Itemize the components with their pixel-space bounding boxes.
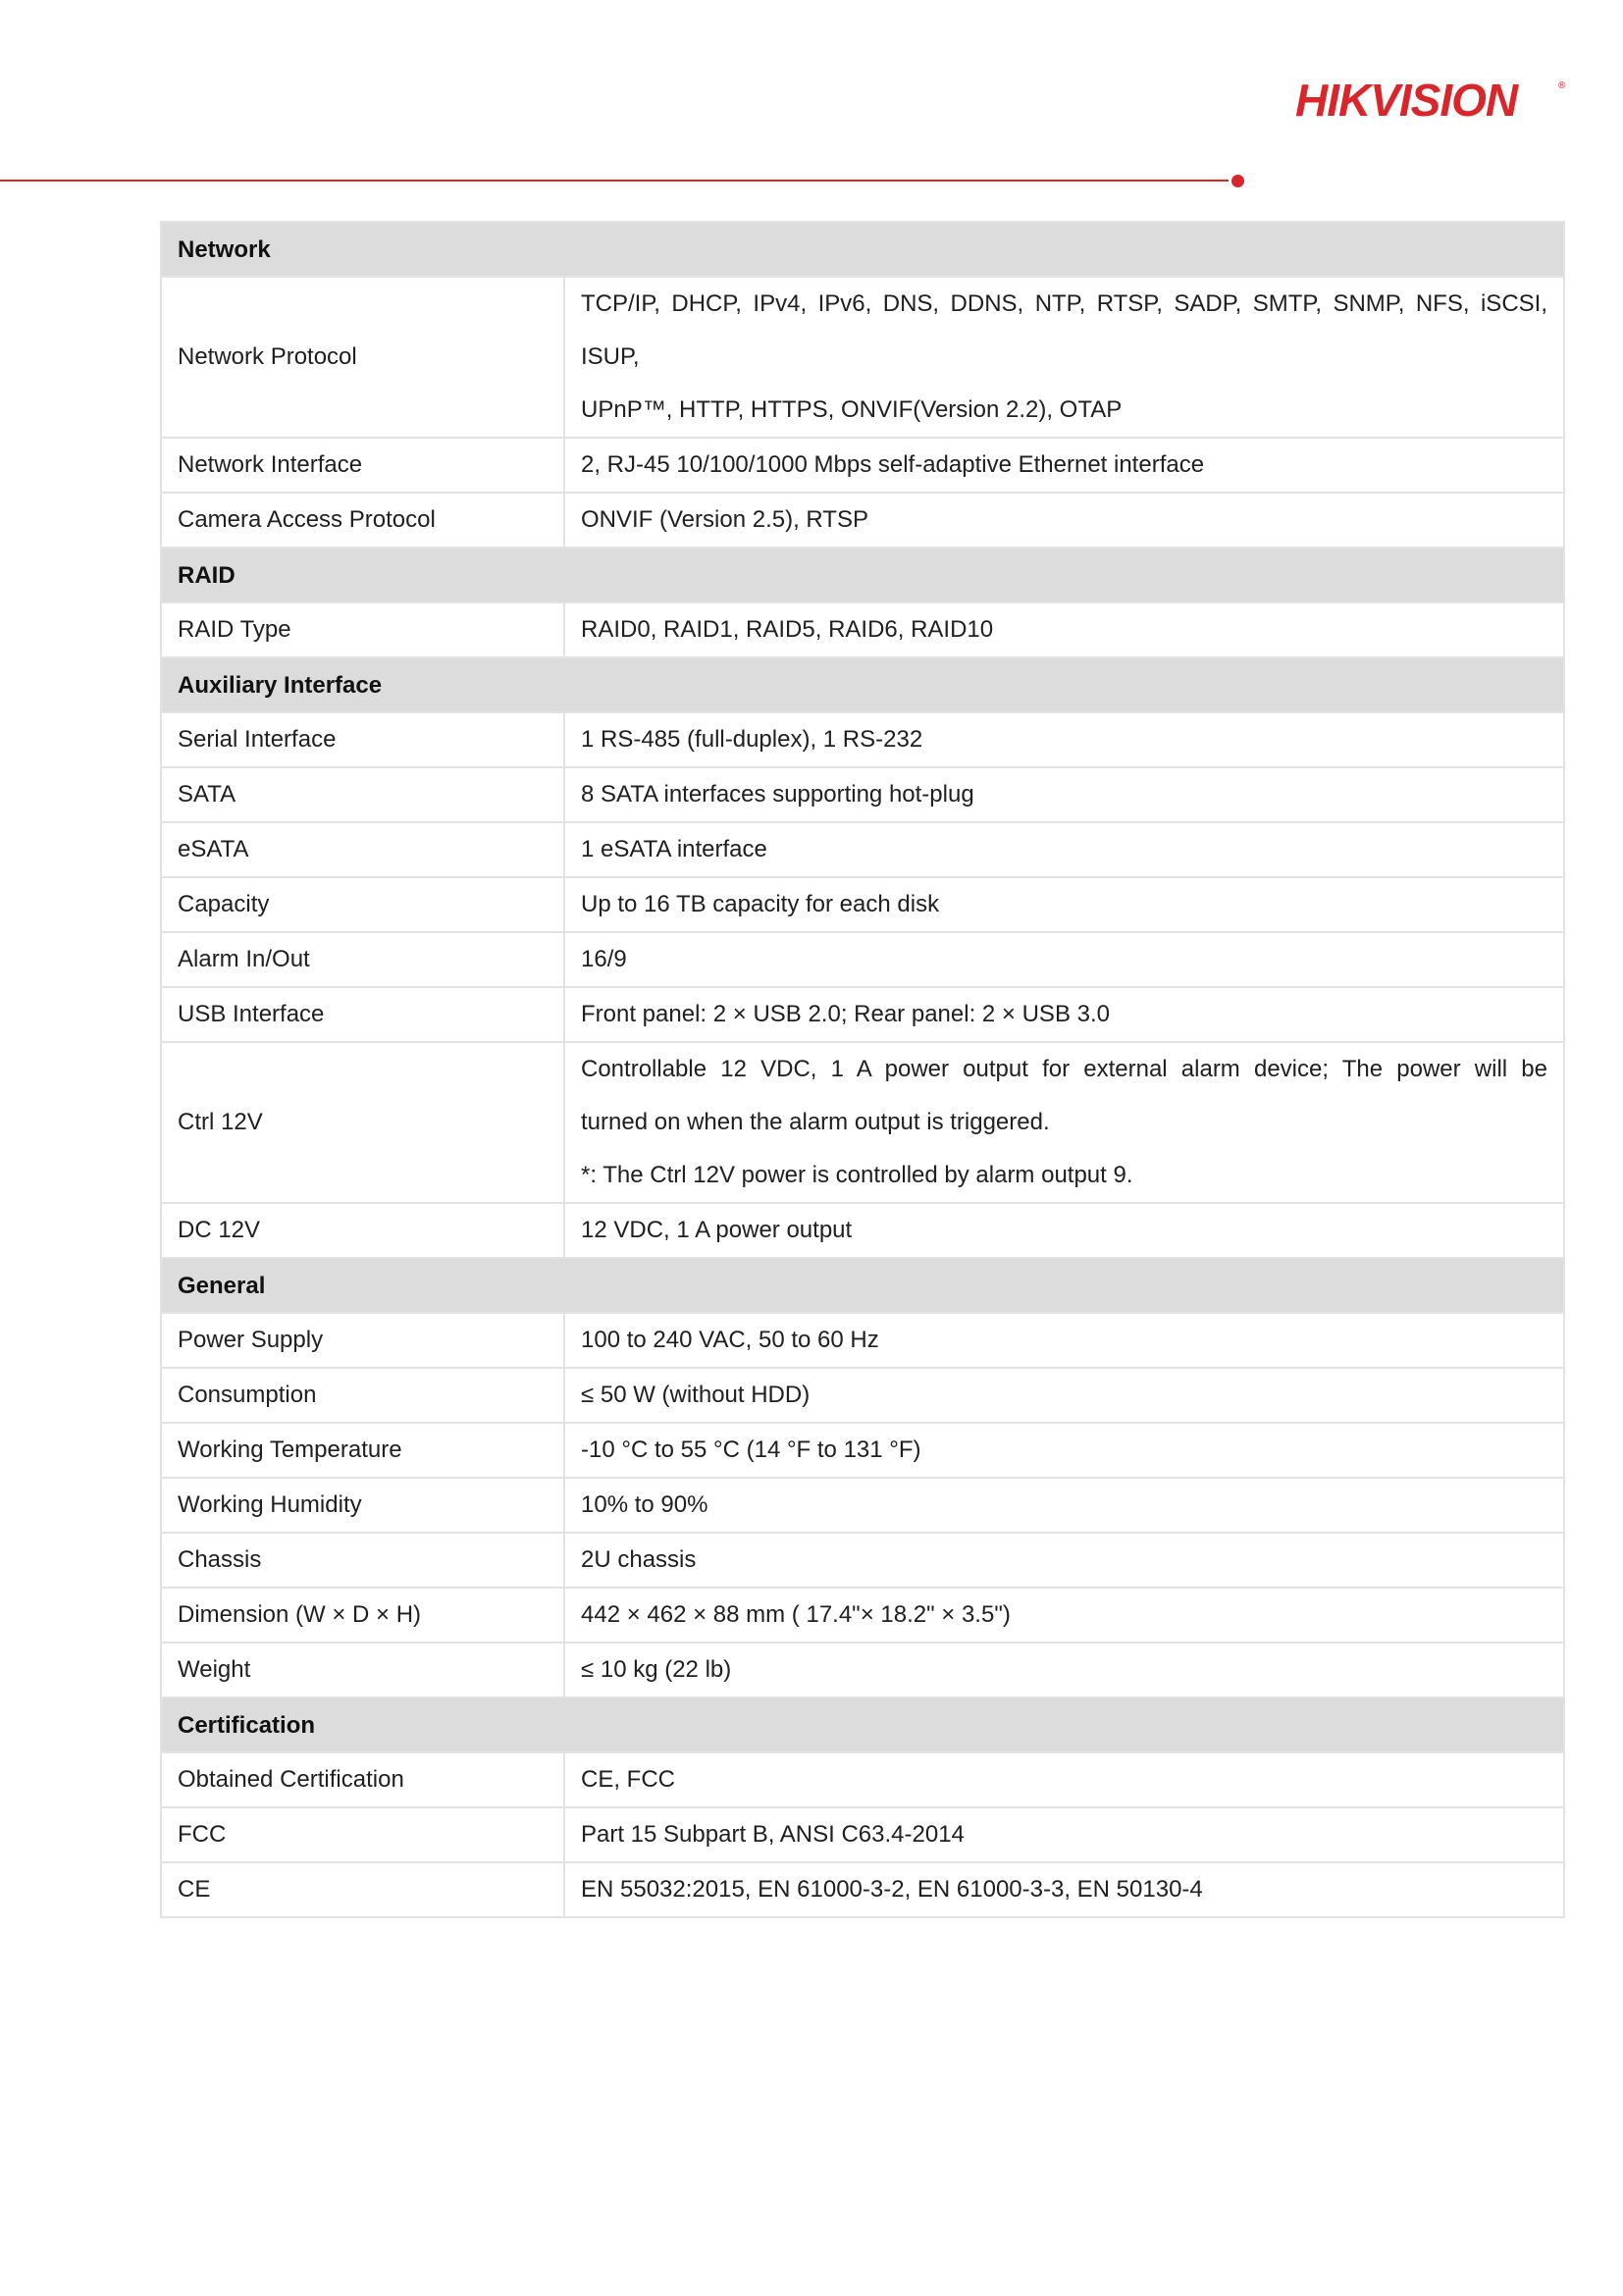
header-rule-dot [1231, 175, 1244, 187]
spec-value-line: TCP/IP, DHCP, IPv4, IPv6, DNS, DDNS, NTP, RTSP, SADP, SMTP, SNMP, NFS, iSCSI, ISUP, [581, 290, 1547, 370]
spec-value [564, 277, 1564, 438]
hikvision-logo [1293, 75, 1570, 124]
spec-value: 1 eSATA interface [564, 822, 1564, 877]
spec-value: 442 × 462 × 88 mm ( 17.4"× 18.2" × 3.5") [564, 1588, 1564, 1643]
spec-row [161, 602, 1564, 657]
spec-value: ONVIF (Version 2.5), RTSP [564, 493, 1564, 548]
section-header [161, 657, 1564, 712]
spec-label: Working Temperature [161, 1423, 564, 1478]
section-header [161, 1258, 1564, 1313]
spec-value: ≤ 10 kg (22 lb) [564, 1643, 1564, 1697]
spec-label: Working Humidity [161, 1478, 564, 1533]
spec-label: Weight [161, 1643, 564, 1697]
section-title: Certification [161, 1697, 1564, 1752]
spec-row [161, 1368, 1564, 1423]
spec-value: -10 °C to 55 °C (14 °F to 131 °F) [564, 1423, 1564, 1478]
spec-value: Part 15 Subpart B, ANSI C63.4-2014 [564, 1807, 1564, 1862]
spec-row [161, 493, 1564, 548]
spec-label: Chassis [161, 1533, 564, 1588]
spec-row [161, 987, 1564, 1042]
spec-label: Serial Interface [161, 712, 564, 767]
spec-row [161, 1588, 1564, 1643]
spec-label: DC 12V [161, 1203, 564, 1258]
section-title: Network [161, 222, 1564, 277]
spec-row [161, 1752, 1564, 1807]
spec-value: 16/9 [564, 932, 1564, 987]
spec-row [161, 1042, 1564, 1203]
spec-label: Network Protocol [161, 277, 564, 438]
spec-value: Up to 16 TB capacity for each disk [564, 877, 1564, 932]
spec-row [161, 1533, 1564, 1588]
spec-label: Network Interface [161, 438, 564, 493]
spec-value-line: turned on when the alarm output is triggered. [581, 1109, 1050, 1135]
spec-row [161, 767, 1564, 822]
spec-value: RAID0, RAID1, RAID5, RAID6, RAID10 [564, 602, 1564, 657]
spec-value: 100 to 240 VAC, 50 to 60 Hz [564, 1313, 1564, 1368]
spec-row [161, 712, 1564, 767]
spec-label: RAID Type [161, 602, 564, 657]
spec-row [161, 1478, 1564, 1533]
section-header [161, 1697, 1564, 1752]
logo-wordmark: HIKVISION [1295, 75, 1518, 124]
spec-value: 2, RJ-45 10/100/1000 Mbps self-adaptive Ethernet interface [564, 438, 1564, 493]
section-header [161, 548, 1564, 602]
spec-value: EN 55032:2015, EN 61000-3-2, EN 61000-3-3, EN 50130-4 [564, 1862, 1564, 1917]
spec-row [161, 438, 1564, 493]
spec-row [161, 1203, 1564, 1258]
spec-row [161, 877, 1564, 932]
spec-value: 12 VDC, 1 A power output [564, 1203, 1564, 1258]
spec-row [161, 277, 1564, 438]
spec-row [161, 822, 1564, 877]
spec-label: CE [161, 1862, 564, 1917]
section-header [161, 222, 1564, 277]
spec-value: 10% to 90% [564, 1478, 1564, 1533]
spec-row [161, 1313, 1564, 1368]
spec-label: eSATA [161, 822, 564, 877]
header-rule [0, 180, 1229, 182]
spec-value: ≤ 50 W (without HDD) [564, 1368, 1564, 1423]
spec-value: 2U chassis [564, 1533, 1564, 1588]
spec-label: Consumption [161, 1368, 564, 1423]
spec-row [161, 1862, 1564, 1917]
svg-text:®: ® [1558, 80, 1566, 91]
spec-table [160, 221, 1565, 1918]
spec-value: 1 RS-485 (full-duplex), 1 RS-232 [564, 712, 1564, 767]
spec-value: Front panel: 2 × USB 2.0; Rear panel: 2 × USB 3.0 [564, 987, 1564, 1042]
spec-row [161, 1643, 1564, 1697]
spec-label: Obtained Certification [161, 1752, 564, 1807]
spec-label: Camera Access Protocol [161, 493, 564, 548]
spec-value [564, 1042, 1564, 1203]
spec-label: Capacity [161, 877, 564, 932]
spec-label: Alarm In/Out [161, 932, 564, 987]
spec-row [161, 1423, 1564, 1478]
spec-row [161, 1807, 1564, 1862]
spec-value-line: Controllable 12 VDC, 1 A power output for external alarm device; The power will be [581, 1056, 1547, 1082]
spec-row [161, 932, 1564, 987]
spec-value-line: *: The Ctrl 12V power is controlled by alarm output 9. [581, 1162, 1133, 1188]
section-title: General [161, 1258, 1564, 1313]
spec-value-line: UPnP™, HTTP, HTTPS, ONVIF(Version 2.2), OTAP [581, 396, 1123, 423]
spec-label: Power Supply [161, 1313, 564, 1368]
section-title: RAID [161, 548, 1564, 602]
section-title: Auxiliary Interface [161, 657, 1564, 712]
spec-label: USB Interface [161, 987, 564, 1042]
spec-label: Ctrl 12V [161, 1042, 564, 1203]
spec-label: SATA [161, 767, 564, 822]
spec-value: 8 SATA interfaces supporting hot-plug [564, 767, 1564, 822]
spec-value: CE, FCC [564, 1752, 1564, 1807]
spec-label: FCC [161, 1807, 564, 1862]
spec-label: Dimension (W × D × H) [161, 1588, 564, 1643]
